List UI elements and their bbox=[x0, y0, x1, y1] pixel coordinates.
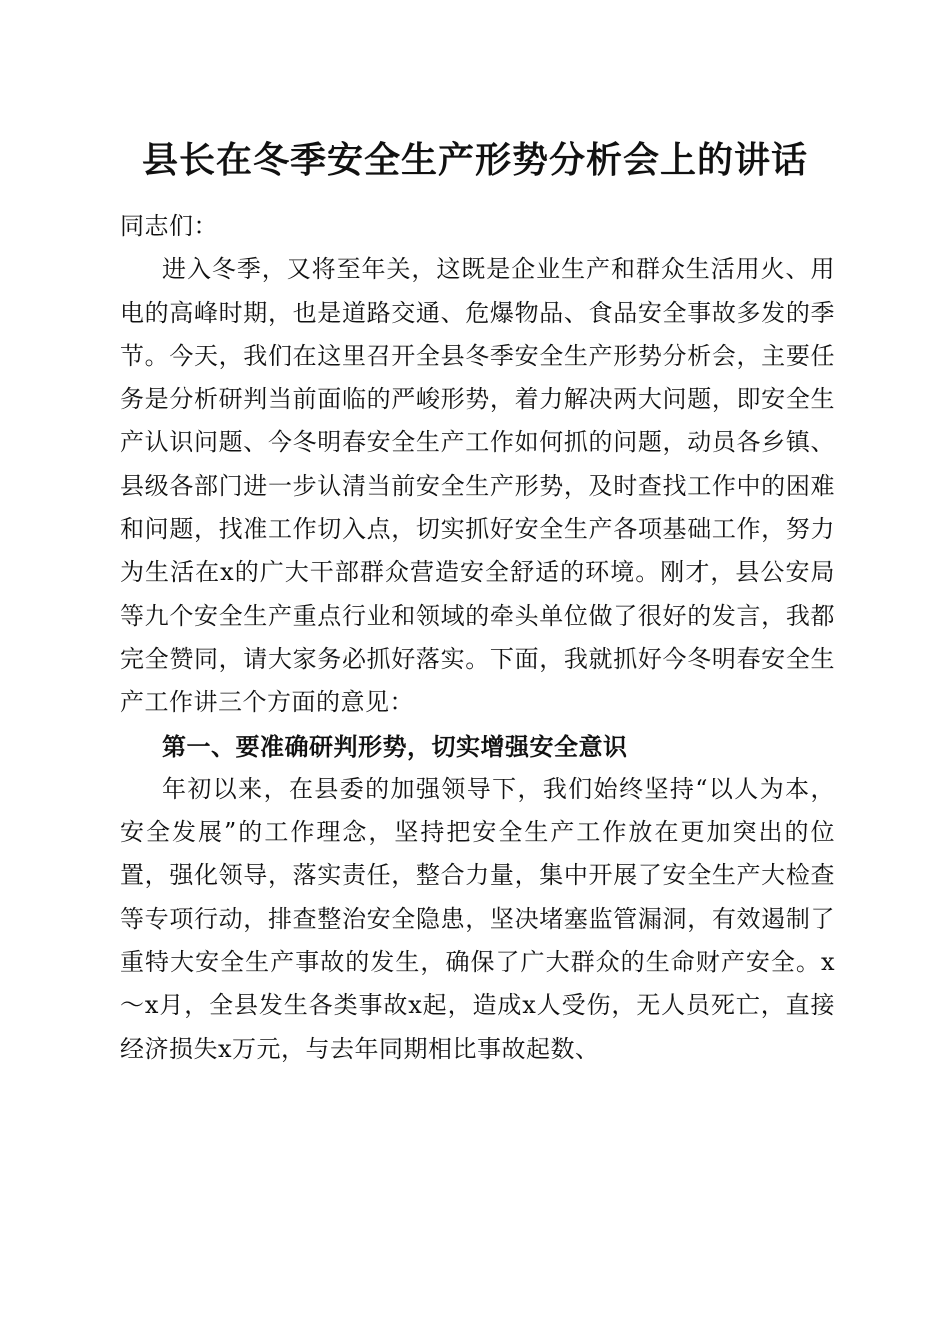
intro-paragraph: 进入冬季，又将至年关，这既是企业生产和群众生活用火、用电的高峰时期，也是道路交通、危爆物品、食品安全事故多发的季节。今天，我们在这里召开全县冬季安全生产形势分析会，主要任务是分析研判当前面临的严峻形势，着力解决两大问题，即安全生产认识问题、今冬明春安全生产工作如何抓的问题，动员各乡镇、县级各部门进一步认清当前安全生产形势，及时查找工作中的困难和问题，找准工作切入点，切实抓好安全生产各项基础工作，努力为生活在x的广大干部群众营造安全舒适的环境。刚才，县公安局等九个安全生产重点行业和领域的牵头单位做了很好的发言，我都完全赞同，请大家务必抓好落实。下面，我就抓好今冬明春安全生产工作讲三个方面的意见： bbox=[120, 255, 835, 717]
section-heading: 第一、要准确研判形势，切实增强安全意识 bbox=[162, 731, 628, 761]
section-paragraph: 年初以来，在县委的加强领导下，我们始终坚持“以人为本，安全发展”的工作理念，坚持把安全生产工作放在更加突出的位置，强化领导，落实责任，整合力量，集中开展了安全生产大检查等专项行动，排查整治安全隐患，坚决堵塞监管漏洞，有效遏制了重特大安全生产事故的发生，确保了广大群众的生命财产安全。x～x月，全县发生各类事故x起，造成x人受伤，无人员死亡，直接经济损失x万元，与去年同期相比事故起数、 bbox=[120, 774, 835, 1063]
salutation: 同志们： bbox=[120, 212, 218, 240]
document-title: 县长在冬季安全生产形势分析会上的讲话 bbox=[141, 139, 808, 181]
document-body bbox=[120, 205, 835, 1071]
